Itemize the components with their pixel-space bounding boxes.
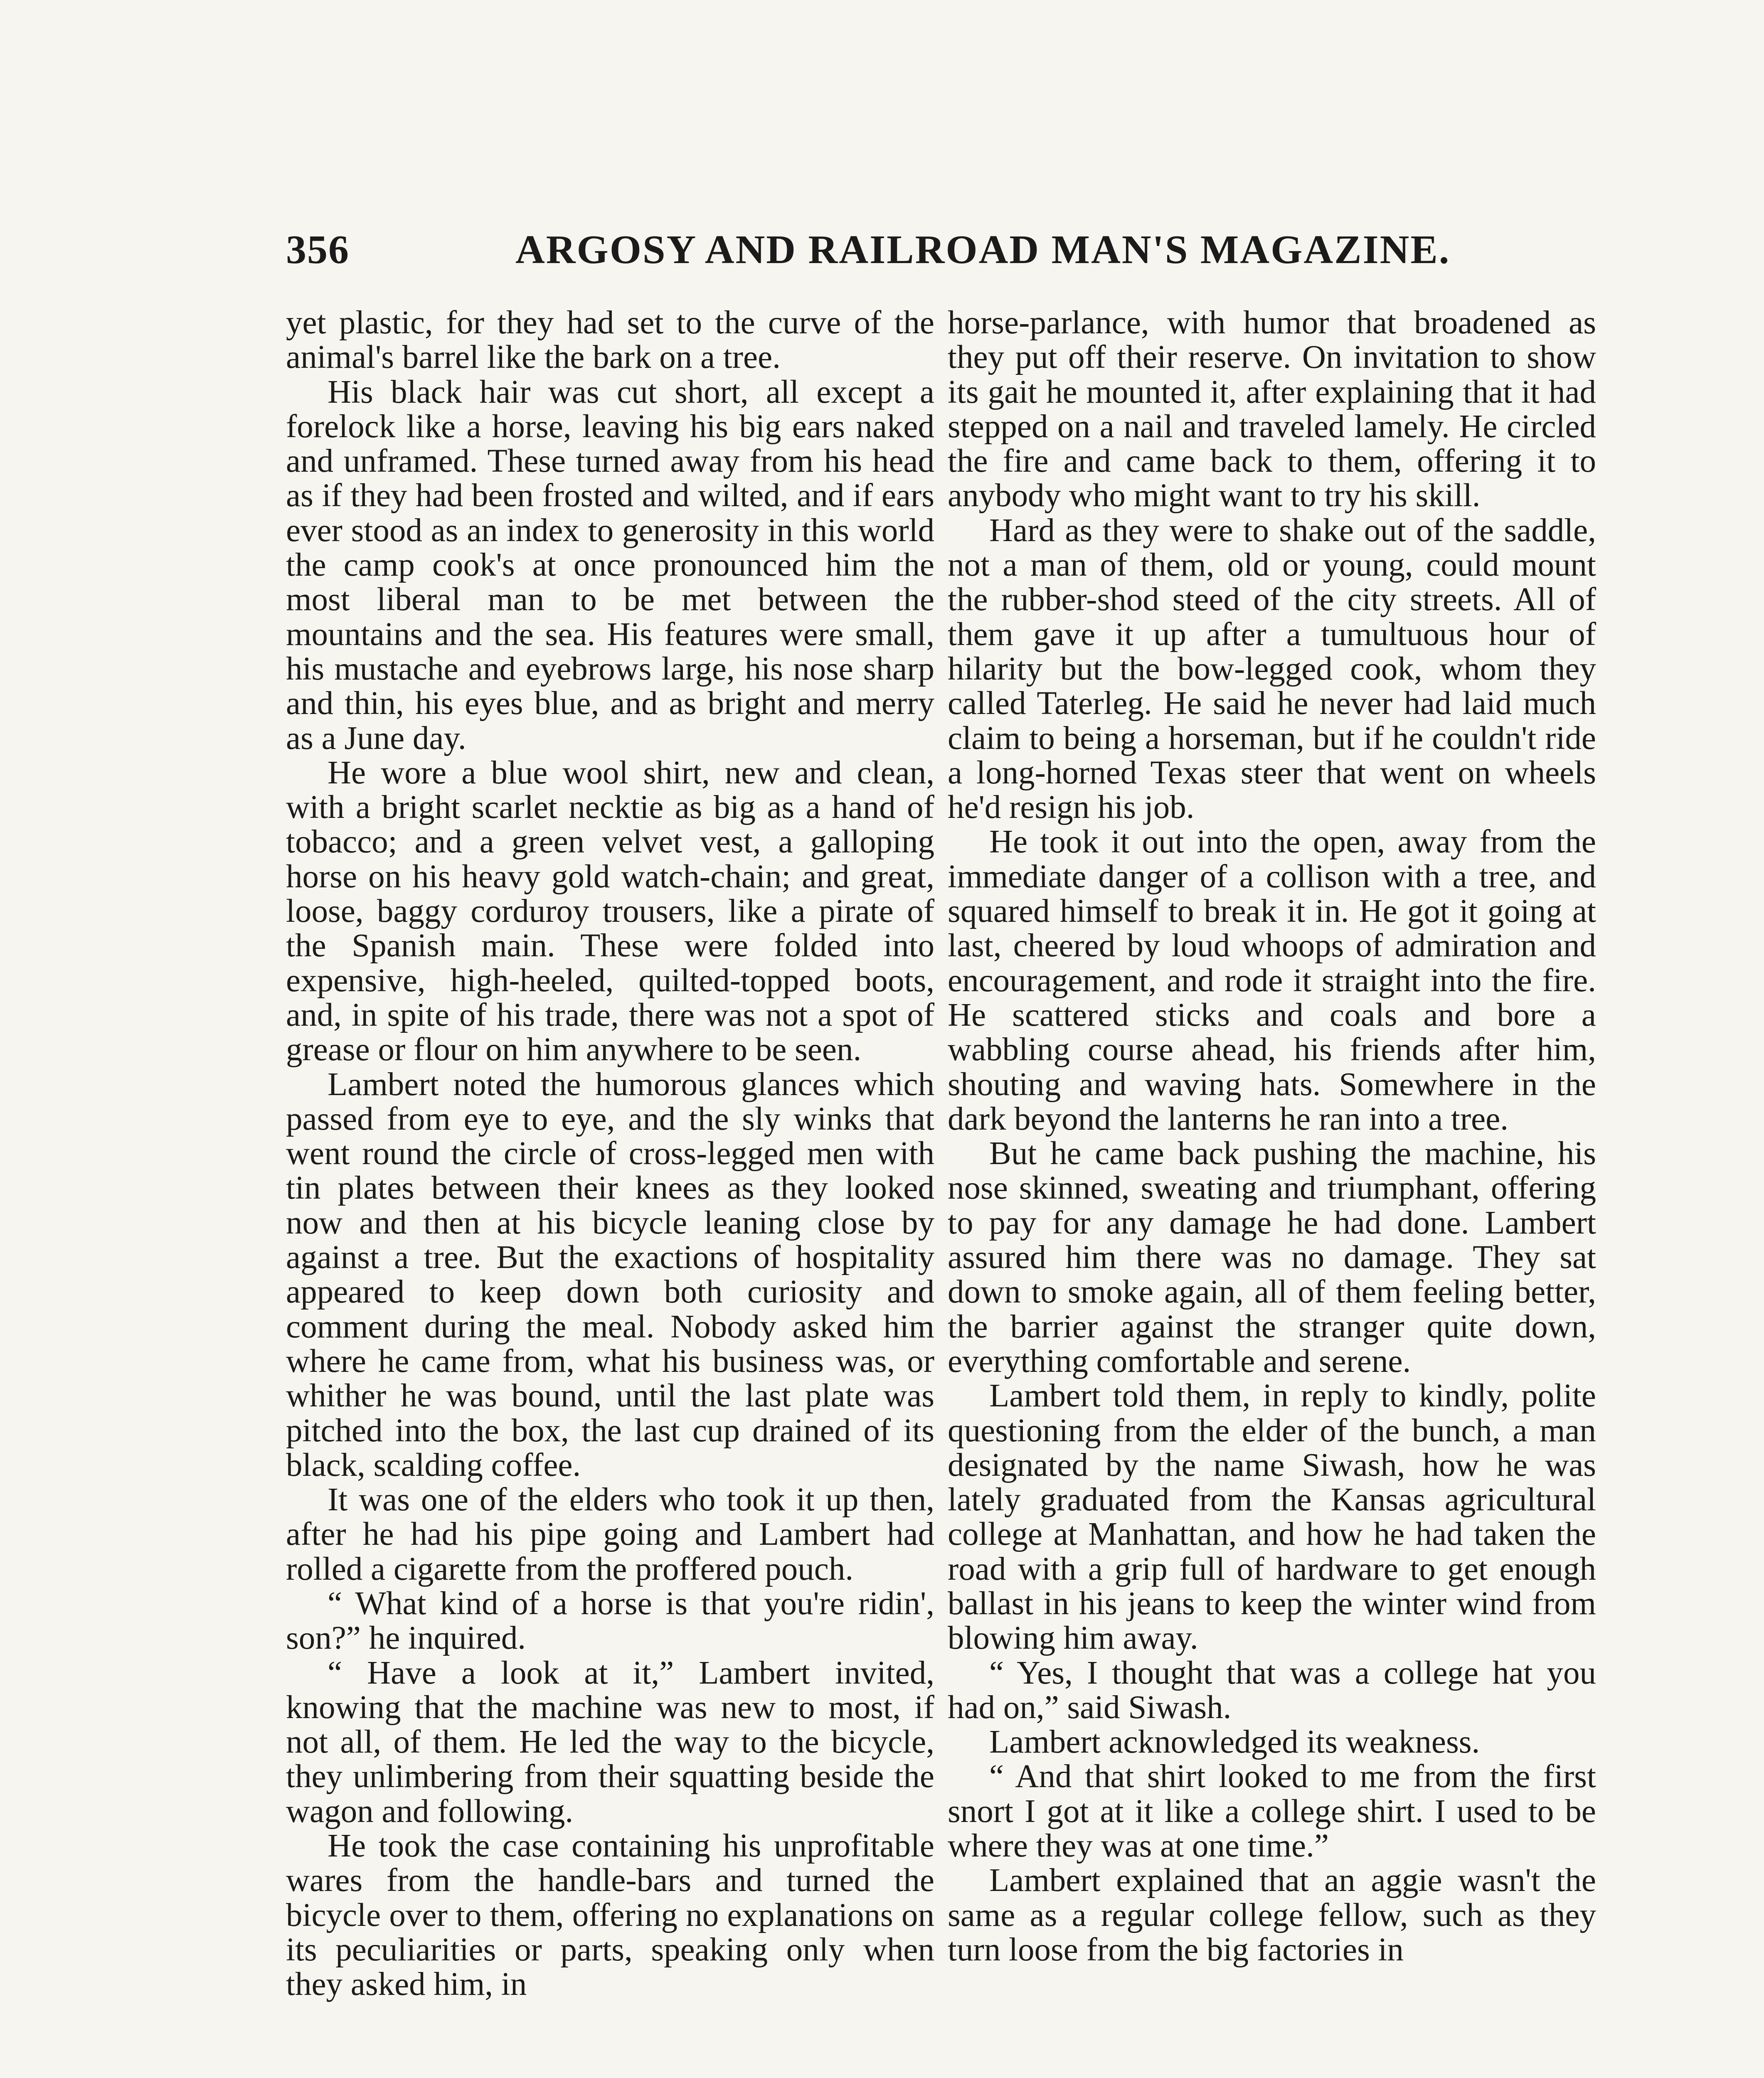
left-column <box>286 305 934 2002</box>
paragraph: “ And that shirt looked to me from the first snort I got at it like a college shirt. I used to be where they was at one time.” <box>948 1758 1596 1864</box>
right-column <box>948 305 1596 1967</box>
paragraph: “ What kind of a horse is that you're ridin', son?” he inquired. <box>286 1585 934 1657</box>
paragraph: He wore a blue wool shirt, new and clean, with a bright scarlet necktie as big as a hand of tobacco; and a green velvet vest, a galloping horse on his heavy gold watch-chain; and great, loose, baggy corduroy trousers, like a pirate of the Spanish main. These were folded into expensive, high-heeled, quilted-topped boots, and, in spite of his trade, there was not a spot of grease or flour on him anywhere to be seen. <box>286 754 934 1068</box>
paragraph: But he came back pushing the machine, his nose skinned, sweating and triumphant, offering to pay for any damage he had done. Lambert assured him there was no damage. They sat down to smoke again, all of them feeling better, the barrier against the stranger quite down, everything comfortable and serene. <box>948 1135 1596 1379</box>
page-number: 356 <box>286 227 350 272</box>
paragraph: “ Yes, I thought that was a college hat you had on,” said Siwash. <box>948 1655 1596 1726</box>
paragraph: horse-parlance, with humor that broadened as they put off their reserve. On invitation to show its gait he mounted it, after explaining that it had stepped on a nail and traveled lamely. He circled the fire and came back to them, offering it to anybody who might want to try his skill. <box>948 305 1596 514</box>
paragraph: “ Have a look at it,” Lambert invited, knowing that the machine was new to most, if not all, of them. He led the way to the bicycle, they unlimbering from their squatting beside the wagon and following. <box>286 1655 934 1829</box>
paragraph: Hard as they were to shake out of the saddle, not a man of them, old or young, could mount the rubber-shod steed of the city streets. All of them gave it up after a tumultuous hour of hilarity but the bow-legged cook, whom they called Taterleg. He said he never had laid much claim to being a horseman, but if he couldn't ride a long-horned Texas steer that went on wheels he'd resign his job. <box>948 512 1596 826</box>
paragraph: Lambert noted the humorous glances which passed from eye to eye, and the sly winks that went round the circle of cross-legged men with tin plates between their knees as they looked now and then at his bicycle leaning close by against a tree. But the exactions of hospitality appeared to keep down both curiosity and comment during the meal. Nobody asked him where he came from, what his business was, or whither he was bound, until the last plate was pitched into the box, the last cup drained of its black, scalding coffee. <box>286 1066 934 1483</box>
paragraph: His black hair was cut short, all except a forelock like a horse, leaving his big ears naked and unframed. These turned away from his head as if they had been frosted and wilted, and if ears ever stood as an index to generosity in this world the camp cook's at once pronounced him the most liberal man to be met between the mountains and the sea. His features were small, his mustache and eyebrows large, his nose sharp and thin, his eyes blue, and as bright and merry as a June day. <box>286 374 934 756</box>
page-header <box>0 227 1764 281</box>
paragraph: Lambert acknowledged its weakness. <box>989 1724 1480 1760</box>
paragraph: Lambert told them, in reply to kindly, polite questioning from the elder of the bunch, a man designated by the name Siwash, how he was lately graduated from the Kansas agricultural college at Manhattan, and how he had taken the road with a grip full of hardware to get enough ballast in his jeans to keep the winter wind from blowing him away. <box>948 1378 1596 1657</box>
paragraph: Lambert explained that an aggie wasn't the same as a regular college fellow, such as they turn loose from the big factories in <box>948 1862 1596 1968</box>
paragraph: He took the case containing his unprofitable wares from the handle-bars and turned the bicycle over to them, offering no explanations on its peculiarities or parts, speaking only when they asked him, in <box>286 1828 934 2003</box>
paragraph: He took it out into the open, away from the immediate danger of a collison with a tree, and squared himself to break it in. He got it going at last, cheered by loud whoops of admiration and encouragement, and rode it straight into the fire. He scattered sticks and coals and bore a wabbling course ahead, his friends after him, shouting and waving hats. Somewhere in the dark beyond the lanterns he ran into a tree. <box>948 824 1596 1137</box>
running-title: ARGOSY AND RAILROAD MAN'S MAGAZINE. <box>515 227 1451 272</box>
paragraph: yet plastic, for they had set to the curve of the animal's barrel like the bark on a tree. <box>286 305 934 376</box>
paragraph: It was one of the elders who took it up then, after he had his pipe going and Lambert had rolled a cigarette from the proffered pouch. <box>286 1482 934 1587</box>
